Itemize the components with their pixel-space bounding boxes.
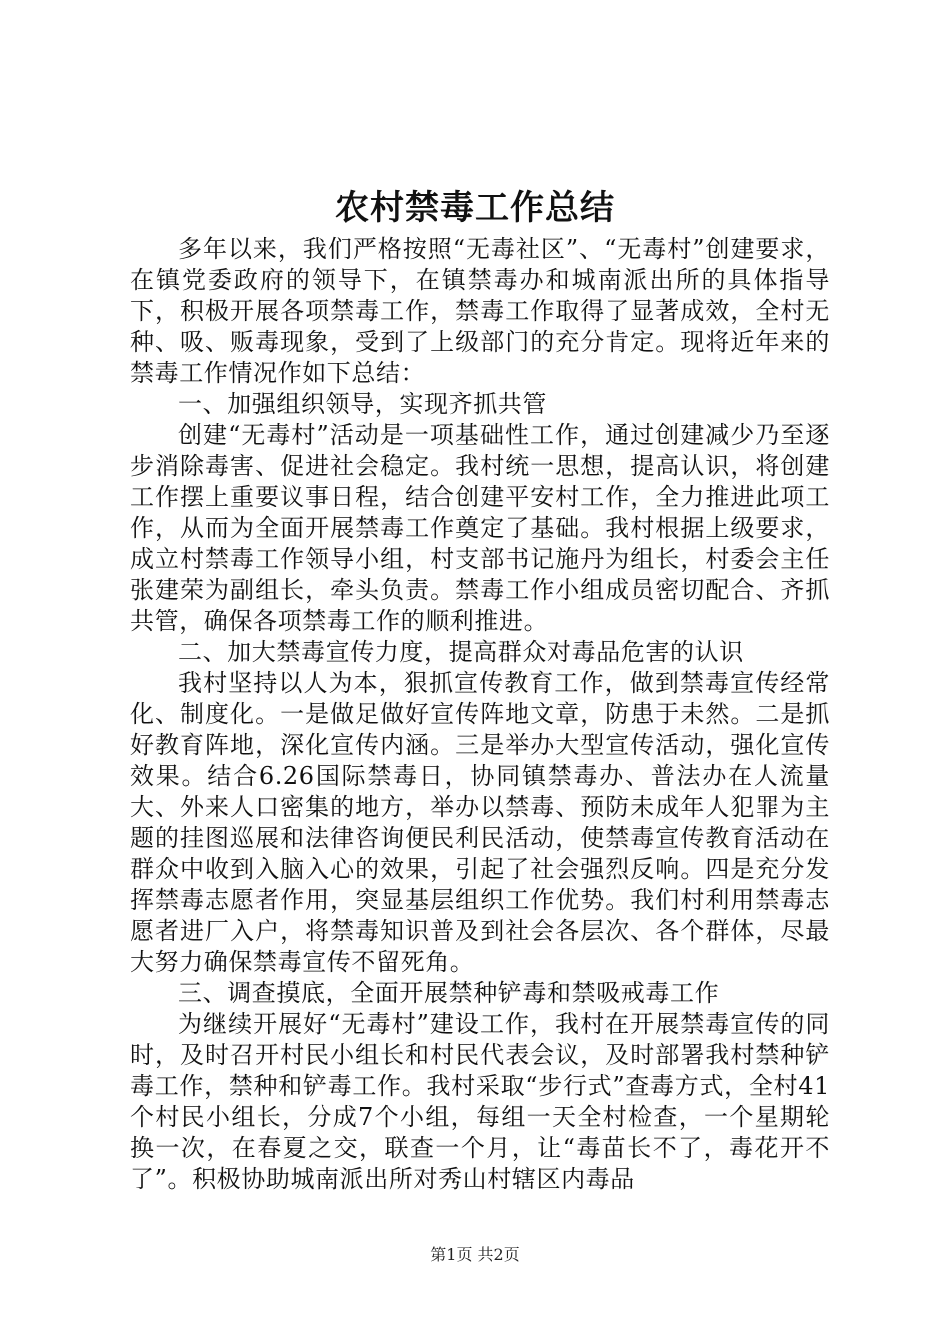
- section-paragraph-1: 创建“无毒村”活动是一项基础性工作，通过创建减少乃至逐步消除毒害、促进社会稳定。我村统一思想，提高认识，将创建工作摆上重要议事日程，结合创建平安村工作，全力推进此项工作，从而为全面开展禁毒工作奠定了基础。我村根据上级要求，成立村禁毒工作领导小组，村支部书记施丹为组长，村委会主任张建荣为副组长，牵头负责。禁毒工作小组成员密切配合、齐抓共管，确保各项禁毒工作的顺利推进。: [130, 421, 830, 635]
- section-paragraph-2: 我村坚持以人为本，狠抓宣传教育工作，做到禁毒宣传经常化、制度化。一是做足做好宣传阵地文章，防患于未然。二是抓好教育阵地，深化宣传内涵。三是举办大型宣传活动，强化宣传效果。结合6.26国际禁毒日，协同镇禁毒办、普法办在人流量大、外来人口密集的地方，举办以禁毒、预防未成年人犯罪为主题的挂图巡展和法律咨询便民利民活动，使禁毒宣传教育活动在群众中收到入脑入心的效果，引起了社会强烈反响。四是充分发挥禁毒志愿者作用，突显基层组织工作优势。我们村利用禁毒志愿者进厂入户，将禁毒知识普及到社会各层次、各个群体，尽最大努力确保禁毒宣传不留死角。: [130, 669, 830, 976]
- section-heading-1: 一、加强组织领导，实现齐抓共管: [178, 390, 547, 418]
- document-body: [130, 234, 830, 1195]
- page-number-footer: 第1页 共2页: [430, 1245, 520, 1264]
- section-heading-3: 三、调查摸底，全面开展禁种铲毒和禁吸戒毒工作: [178, 979, 720, 1007]
- section-paragraph-3: 为继续开展好“无毒村”建设工作，我村在开展禁毒宣传的同时，及时召开村民小组长和村民代表会议，及时部署我村禁种铲毒工作，禁种和铲毒工作。我村采取“步行式”查毒方式，全村41个村民小组长，分成7个小组，每组一天全村检查，一个星期轮换一次，在春夏之交，联查一个月，让“毒苗长不了，毒花开不了”。积极协助城南派出所对秀山村辖区内毒品: [130, 1010, 830, 1193]
- document-title: 农村禁毒工作总结: [335, 188, 615, 228]
- intro-paragraph: 多年以来，我们严格按照“无毒社区”、“无毒村”创建要求，在镇党委政府的领导下，在镇禁毒办和城南派出所的具体指导下，积极开展各项禁毒工作，禁毒工作取得了显著成效，全村无种、吸、贩毒现象，受到了上级部门的充分肯定。现将近年来的禁毒工作情况作如下总结：: [130, 235, 830, 387]
- section-heading-2: 二、加大禁毒宣传力度，提高群众对毒品危害的认识: [178, 638, 744, 666]
